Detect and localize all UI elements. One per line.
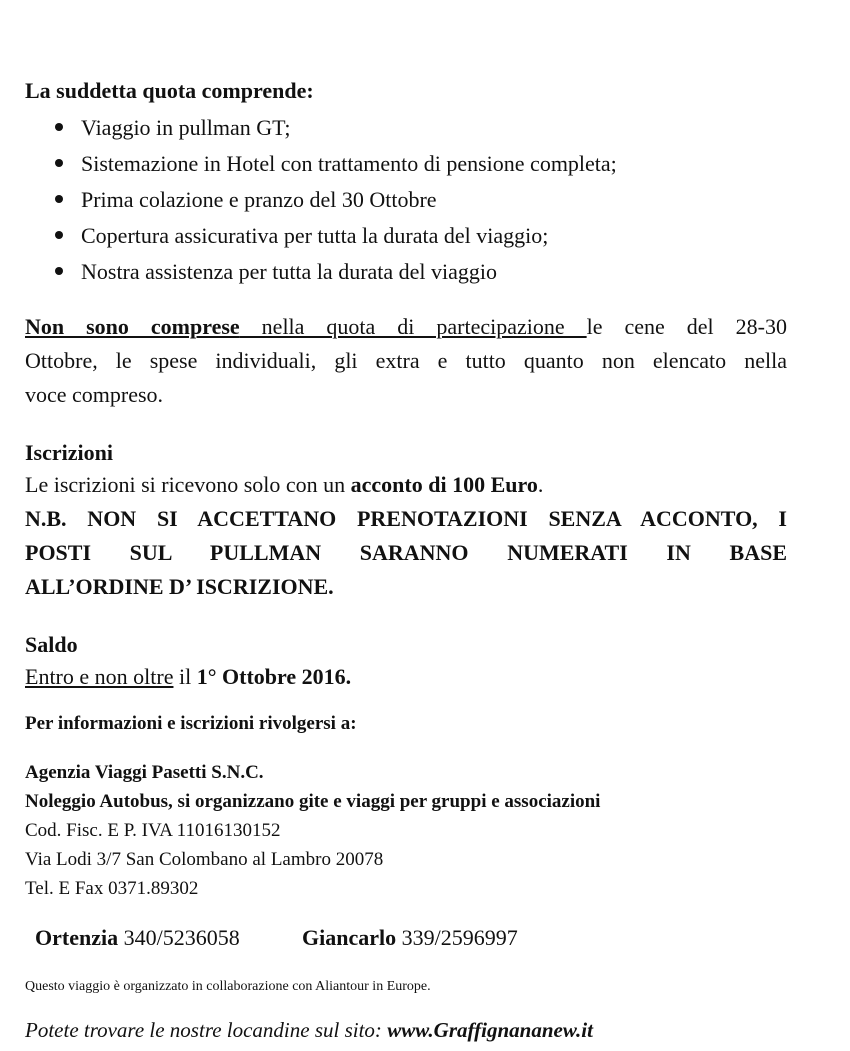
contact-phone: 340/5236058 xyxy=(118,925,240,950)
list-item xyxy=(25,221,617,257)
bullet-icon xyxy=(55,267,63,275)
contact-name: Giancarlo xyxy=(302,925,397,950)
collaboration-note: Questo viaggio è organizzato in collaborazione con Aliantour in Europe. xyxy=(25,979,431,994)
agency-address: Via Lodi 3/7 San Colombano al Lambro 20078 xyxy=(25,849,384,870)
list-item-text: Prima colazione e pranzo del 30 Ottobre xyxy=(81,187,437,212)
saldo-title: Saldo xyxy=(25,632,78,657)
bullet-icon xyxy=(55,231,63,239)
list-item xyxy=(25,149,617,185)
nb-line-1: N.B. NON SI ACCETTANO PRENOTAZIONI SENZA ACCONTO, I xyxy=(25,506,787,531)
iscrizioni-text xyxy=(25,472,543,498)
bullet-icon xyxy=(55,123,63,131)
iscrizioni-title: Iscrizioni xyxy=(25,440,113,465)
website-link[interactable]: www.Graffignananew.it xyxy=(387,1018,593,1042)
list-item-text: Nostra assistenza per tutta la durata del viaggio xyxy=(81,259,498,284)
iscrizioni-text-pre: Le iscrizioni si ricevono solo con un xyxy=(25,472,351,497)
website-text: Potete trovare le nostre locandine sul sito: xyxy=(25,1018,388,1042)
exclusions-line-1 xyxy=(25,310,787,344)
contact-name: Ortenzia xyxy=(35,925,119,950)
nb-line-3: ALL’ORDINE D’ ISCRIZIONE. xyxy=(25,574,334,599)
list-item-text: Viaggio in pullman GT; xyxy=(81,115,291,140)
nb-line-2: POSTI SUL PULLMAN SARANNO NUMERATI IN BASE xyxy=(25,540,787,565)
agency-phone: Tel. E Fax 0371.89302 xyxy=(25,878,199,899)
exclusions-line-3: voce compreso. xyxy=(25,382,164,407)
info-heading: Per informazioni e iscrizioni rivolgersi a: xyxy=(25,713,357,734)
contact-giancarlo xyxy=(302,925,518,951)
list-item xyxy=(25,257,617,293)
contact-phone: 339/2596997 xyxy=(396,925,518,950)
saldo-date: 1° Ottobre 2016. xyxy=(196,664,352,689)
quota-heading: La suddetta quota comprende: xyxy=(25,78,314,103)
website-line xyxy=(25,1018,593,1043)
exclusions-line-2: Ottobre, le spese individuali, gli extra e tutto quanto non elencato nella xyxy=(25,348,787,373)
exclusions-lead: Non sono comprese xyxy=(25,314,240,339)
list-item-text: Copertura assicurativa per tutta la durata del viaggio; xyxy=(81,223,549,248)
agency-name: Agenzia Viaggi Pasetti S.N.C. xyxy=(25,762,264,783)
agency-tax-id: Cod. Fisc. E P. IVA 11016130152 xyxy=(25,820,281,841)
bullet-icon xyxy=(55,195,63,203)
saldo-mid: il xyxy=(173,664,197,689)
list-item xyxy=(25,185,617,221)
quota-list xyxy=(25,113,617,293)
deposit-amount: acconto di 100 Euro xyxy=(350,472,538,497)
list-item xyxy=(25,113,617,149)
saldo-deadline-label: Entro e non oltre xyxy=(25,664,174,689)
list-item-text: Sistemazione in Hotel con trattamento di pensione completa; xyxy=(81,151,617,176)
exclusions-rest: le cene del 28-30 xyxy=(586,314,787,339)
contact-ortenzia xyxy=(35,925,240,951)
agency-service: Noleggio Autobus, si organizzano gite e viaggi per gruppi e associazioni xyxy=(25,791,601,812)
saldo-text xyxy=(25,664,351,690)
exclusions-underlined: nella quota di partecipazione xyxy=(239,314,587,339)
bullet-icon xyxy=(55,159,63,167)
iscrizioni-text-post: . xyxy=(537,472,544,497)
